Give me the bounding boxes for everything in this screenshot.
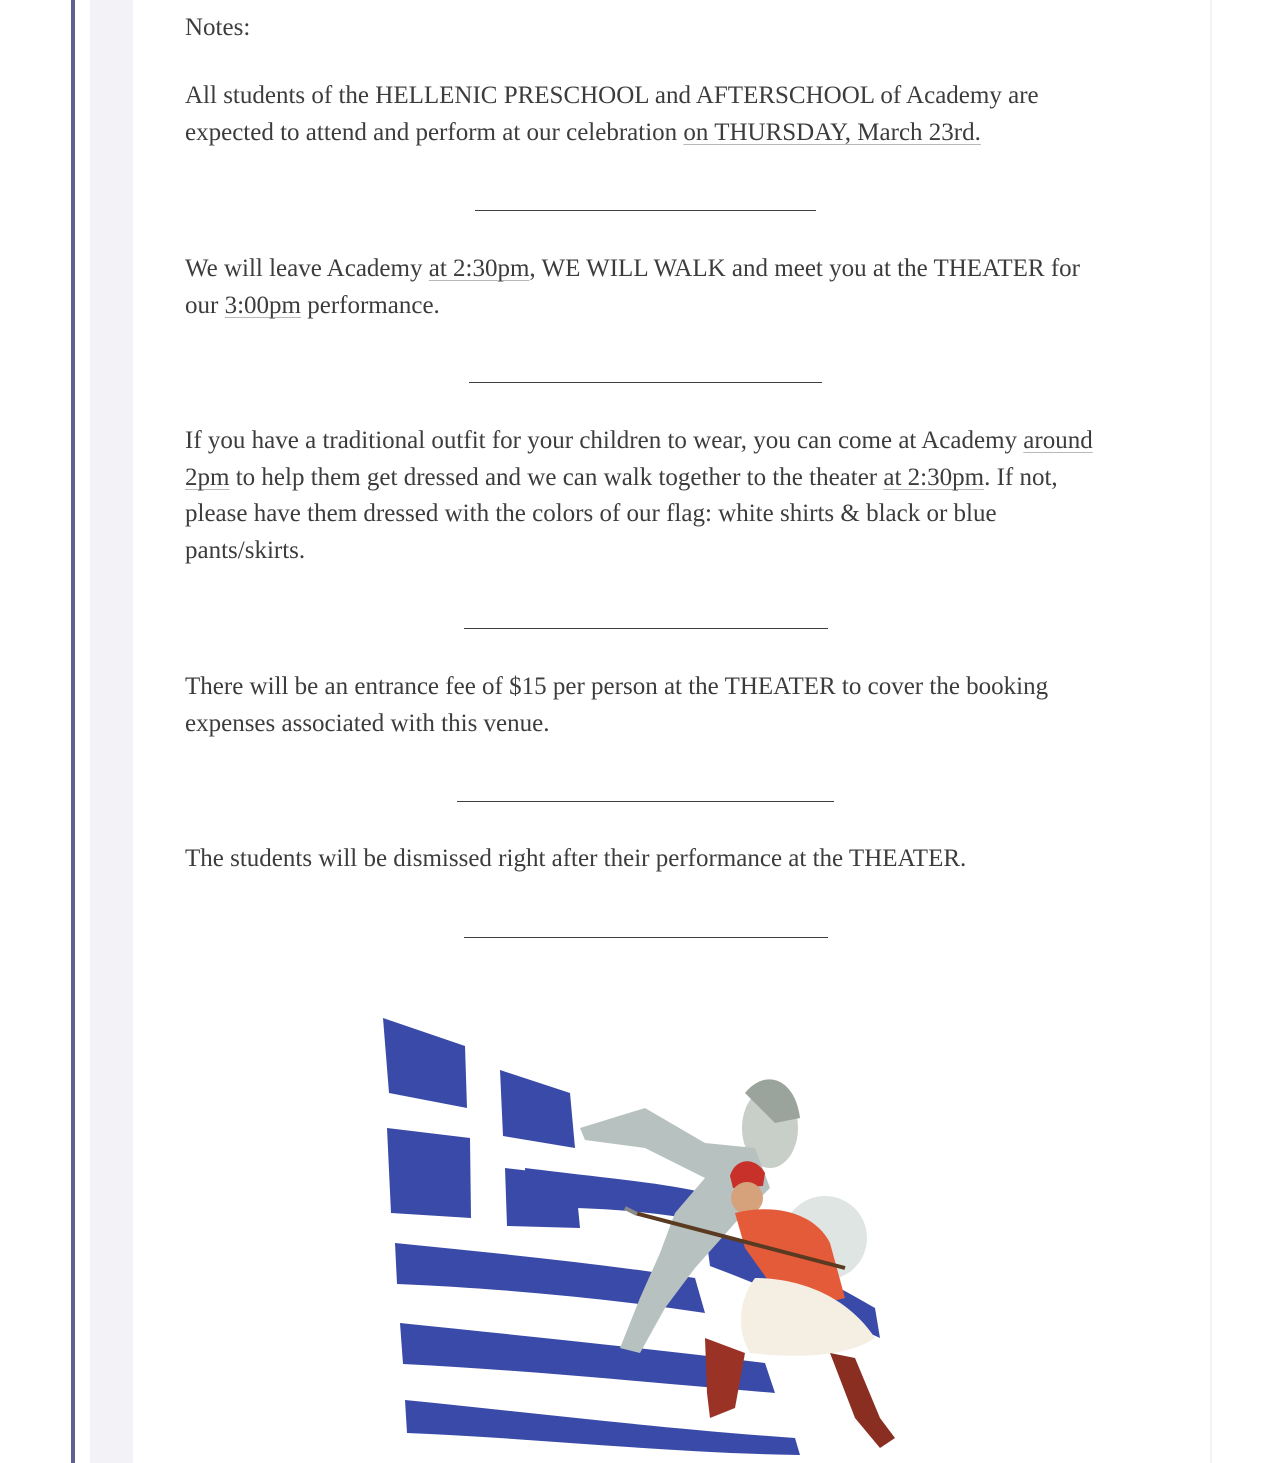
date-link[interactable]: on THURSDAY, March 23rd. — [683, 118, 981, 146]
paragraph-fee: There will be an entrance fee of $15 per person at the THEATER to cover the booking expenses associated with this venue. — [185, 673, 1049, 737]
right-edge — [1210, 0, 1212, 1463]
time-link-walk[interactable]: at 2:30pm — [883, 463, 985, 491]
paragraph-schedule-text-a: We will leave Academy — [185, 255, 429, 282]
paragraph-outfit-text-b: to help them get dressed and we can walk together to the theater — [229, 463, 884, 491]
notes-heading: Notes: — [185, 14, 251, 41]
time-link-leave[interactable]: at 2:30pm — [428, 255, 530, 282]
paragraph-schedule-text-c: performance. — [300, 291, 440, 319]
separator-3 — [464, 628, 828, 629]
quote-rule — [71, 0, 75, 1463]
paragraph-attendance-text: All students of the HELLENIC PRESCHOOL and AFTERSCHOOL of Academy are expected to attend and perform at our celebration — [185, 82, 1039, 146]
paragraph-schedule-text-b: , WE WILL WALK and meet you at the THEATER for our — [185, 255, 1080, 319]
paragraph-outfit-text-c: . If not, please have them dressed with the colors of our flag: white shirts & black or blue pants/skirts. — [185, 463, 1058, 564]
separator-5 — [464, 937, 828, 938]
time-link-performance[interactable]: 3:00pm — [224, 291, 301, 319]
separator-4 — [457, 801, 834, 802]
separator-1 — [475, 210, 816, 211]
paragraph-outfit-text-a: If you have a traditional outfit for your children to wear, you can come at Academy — [185, 427, 1024, 454]
paragraph-outfit — [185, 423, 1115, 569]
time-link-dress[interactable]: around 2pm — [185, 427, 1093, 491]
paragraph-schedule — [185, 251, 1115, 324]
paragraph-dismissal: The students will be dismissed right after their performance at the THEATER. — [185, 845, 967, 872]
separator-2 — [469, 382, 822, 383]
paragraph-attendance — [185, 78, 1115, 151]
greek-flag-with-soldiers-illustration — [375, 1008, 915, 1458]
